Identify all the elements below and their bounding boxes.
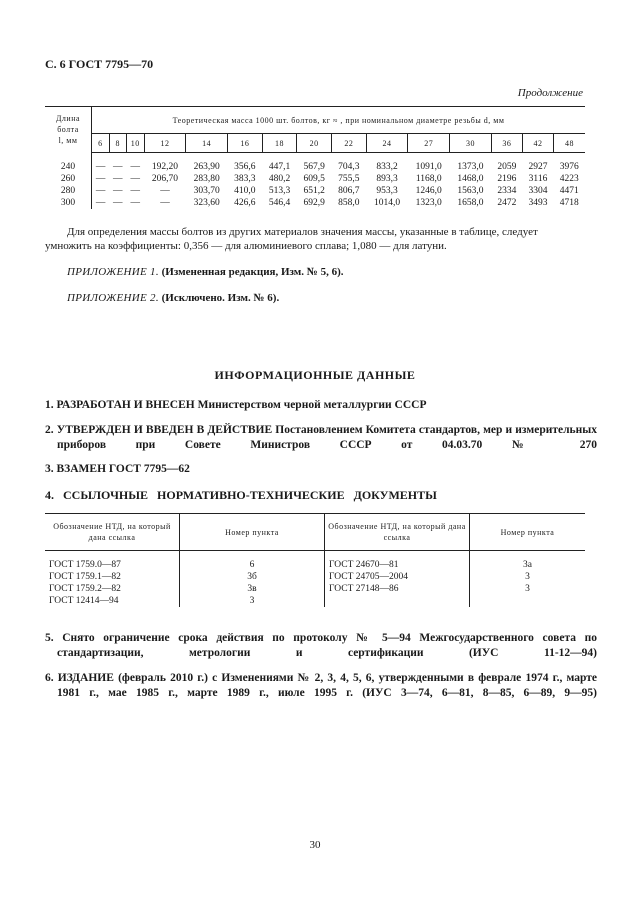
info-item-4: 4. ССЫЛОЧНЫЕ НОРМАТИВНО-ТЕХНИЧЕСКИЕ ДОКУМЕНТЫ — [45, 488, 437, 502]
mass-cell: 2059 — [497, 162, 517, 172]
info-data-title: ИНФОРМАЦИОННЫЕ ДАННЫЕ — [214, 368, 416, 382]
mass-cell: — — [160, 198, 170, 208]
mass-cell: 480,2 — [268, 174, 291, 184]
appendix-1-note — [67, 266, 344, 278]
mass-cell: — — [113, 186, 123, 196]
mass-cell: — — [113, 162, 123, 172]
appendix-2-note — [67, 292, 279, 304]
table-row — [45, 197, 585, 209]
mass-cell: — — [130, 186, 140, 196]
mass-cell: 4223 — [559, 174, 579, 184]
diameter-header: 30 — [450, 134, 492, 153]
mass-cell: 426,6 — [234, 198, 256, 208]
mass-cell: 806,7 — [338, 186, 360, 196]
mass-cell: 1563,0 — [457, 186, 484, 196]
mass-cell: 4471 — [559, 186, 579, 196]
mass-cell: 2472 — [497, 198, 517, 208]
info-item-6: 6. ИЗДАНИЕ (февраль 2010 г.) с Изменениями № 2, 3, 4, 5, 6, утвержденными в феврале 1974 г., марте 1981 г., мае 1985 г., марте 1989 г., июле 1995 г. (ИУС 3—74, 6—81, 8—85, 6—89, 9—95) — [45, 672, 597, 699]
diameter-header: 14 — [186, 134, 228, 153]
mass-cell: 833,2 — [376, 162, 398, 172]
ref-doc-cell: ГОСТ 1759.2—82 — [45, 583, 180, 595]
ref-doc-cell: ГОСТ 12414—94 — [45, 595, 180, 607]
table-row — [45, 185, 585, 197]
mass-cell: 1658,0 — [457, 198, 484, 208]
ref-item-cell: 6 — [180, 551, 325, 572]
diameter-header: 22 — [332, 134, 367, 153]
mass-cell: 953,3 — [376, 186, 398, 196]
info-item-5: 5. Снято ограничение срока действия по протоколу № 5—94 Межгосударственного совета по стандартизации, метрологии и сертификации (ИУС 11-12—94) — [45, 632, 597, 659]
mass-cell: 3304 — [528, 186, 548, 196]
info-item-2: 2. УТВЕРЖДЕН И ВВЕДЕН В ДЕЙСТВИЕ Постановлением Комитета стандартов, мер и измерительных приборов при Совете Министров СССР от 04.03.70 № 270 — [45, 424, 597, 451]
continuation-label: Продолжение — [517, 87, 583, 99]
ref-doc-cell: ГОСТ 24670—81 — [325, 551, 470, 572]
mass-cell: — — [95, 198, 106, 208]
mass-cell: 893,3 — [376, 174, 398, 184]
diameter-header: 16 — [228, 134, 263, 153]
ref-doc-cell: ГОСТ 1759.0—87 — [45, 551, 180, 572]
mass-cell: 192,20 — [151, 162, 179, 172]
mass-cell: 1323,0 — [415, 198, 442, 208]
page-header: С. 6 ГОСТ 7795—70 — [45, 57, 154, 71]
mass-cell: 303,70 — [193, 186, 220, 196]
mass-cell: 3976 — [559, 162, 579, 172]
mass-cell: — — [130, 198, 140, 208]
mass-cell: 1014,0 — [373, 198, 401, 208]
mass-cell: — — [160, 186, 170, 196]
length-header: Длина болта l, мм — [45, 107, 92, 153]
ref-item-cell — [470, 595, 586, 607]
ref-item-cell: 3б — [180, 571, 325, 583]
mass-cell: — — [113, 198, 123, 208]
ref-doc-cell: ГОСТ 1759.1—82 — [45, 571, 180, 583]
appendix-1-text: (Измененная редакция, Изм. № 5, 6). — [161, 266, 344, 278]
mass-cell: 755,5 — [338, 174, 360, 184]
ref-item-cell: 3 — [525, 572, 530, 582]
length-cell: 240 — [45, 153, 92, 174]
appendix-1-label: ПРИЛОЖЕНИЕ 1. — [67, 266, 159, 278]
mass-cell: — — [95, 174, 106, 184]
ref-item-header: Номер пункта — [470, 514, 586, 551]
mass-cell: — — [130, 174, 140, 184]
mass-cell: 1246,0 — [415, 186, 442, 196]
mass-cell: — — [95, 186, 106, 196]
ref-item-header: Номер пункта — [180, 514, 325, 551]
mass-cell: 2334 — [497, 186, 517, 196]
mass-span-header: Теоретическая масса 1000 шт. болтов, кг ≈ , при номинальном диаметре резьбы d, мм — [92, 107, 586, 134]
info-item-1: 1. РАЗРАБОТАН И ВНЕСЕН Министерством черной металлургии СССР — [45, 399, 427, 411]
diameter-header: 42 — [522, 134, 553, 153]
table-row — [45, 595, 585, 607]
mass-cell: 2927 — [528, 162, 548, 172]
table-row — [45, 571, 585, 583]
table-row — [45, 551, 585, 572]
diameter-header: 27 — [408, 134, 450, 153]
appendix-2-label: ПРИЛОЖЕНИЕ 2. — [67, 292, 159, 304]
mass-cell: 4718 — [559, 198, 579, 208]
mass-cell: 546,4 — [268, 198, 291, 208]
ref-item-cell: 3 — [180, 595, 325, 607]
diameter-header: 20 — [297, 134, 332, 153]
mass-cell: 3493 — [528, 198, 548, 208]
mass-cell: 692,9 — [303, 198, 325, 208]
diameter-header: 6 — [92, 134, 110, 153]
bolt-mass-table — [45, 106, 585, 209]
diameter-header: 8 — [109, 134, 126, 153]
ref-item-cell: 3а — [523, 560, 532, 570]
diameter-header: 48 — [554, 134, 585, 153]
mass-cell: 3116 — [528, 174, 548, 184]
mass-cell: — — [113, 174, 123, 184]
page-number: 30 — [309, 839, 321, 851]
diameter-header: 10 — [126, 134, 144, 153]
mass-cell: 263,90 — [193, 162, 220, 172]
mass-cell: 704,3 — [338, 162, 360, 172]
mass-cell: — — [95, 162, 106, 172]
length-cell: 260 — [45, 173, 92, 185]
reference-documents-table — [45, 513, 585, 607]
mass-cell: 206,70 — [151, 174, 179, 184]
table-row — [45, 173, 585, 185]
info-item-3: 3. ВЗАМЕН ГОСТ 7795—62 — [45, 463, 190, 475]
diameter-header: 24 — [366, 134, 408, 153]
mass-cell: 447,1 — [268, 162, 291, 172]
ref-doc-cell: ГОСТ 27148—86 — [325, 583, 470, 595]
table-row — [45, 153, 585, 174]
mass-cell: 1091,0 — [415, 162, 442, 172]
diameter-header: 36 — [491, 134, 522, 153]
material-coefficient-note: Для определения массы болтов из других материалов значения массы, указанные в таблице, следует умножить на коэффициенты: 0,356 — для алюминиевого сплава; 1,080 — для латуни. — [45, 226, 538, 252]
ref-doc-header: Обозначение НТД, на который дана ссылка — [45, 514, 180, 551]
diameter-header: 12 — [144, 134, 186, 153]
mass-cell: 609,5 — [303, 174, 325, 184]
length-cell: 280 — [45, 185, 92, 197]
table-row — [45, 583, 585, 595]
diameter-header: 18 — [262, 134, 297, 153]
mass-cell: 513,3 — [268, 186, 291, 196]
mass-cell: 323,60 — [193, 198, 220, 208]
mass-cell: 356,6 — [234, 162, 256, 172]
ref-doc-header: Обозначение НТД, на который дана ссылка — [325, 514, 470, 551]
mass-cell: 383,3 — [234, 174, 256, 184]
length-cell: 300 — [45, 197, 92, 209]
ref-doc-cell: ГОСТ 24705—2004 — [325, 571, 470, 583]
mass-cell: 410,0 — [234, 186, 256, 196]
ref-item-cell: 3в — [180, 583, 325, 595]
mass-cell: — — [130, 162, 140, 172]
ref-item-cell: 3 — [525, 584, 530, 594]
appendix-2-text: (Исключено. Изм. № 6). — [161, 292, 280, 304]
mass-cell: 1468,0 — [457, 174, 484, 184]
ref-doc-cell — [325, 595, 470, 607]
mass-cell: 567,9 — [303, 162, 325, 172]
mass-cell: 651,2 — [303, 186, 325, 196]
mass-cell: 2196 — [497, 174, 517, 184]
mass-cell: 1373,0 — [457, 162, 484, 172]
mass-cell: 283,80 — [193, 174, 220, 184]
mass-cell: 858,0 — [338, 198, 360, 208]
mass-cell: 1168,0 — [415, 174, 442, 184]
